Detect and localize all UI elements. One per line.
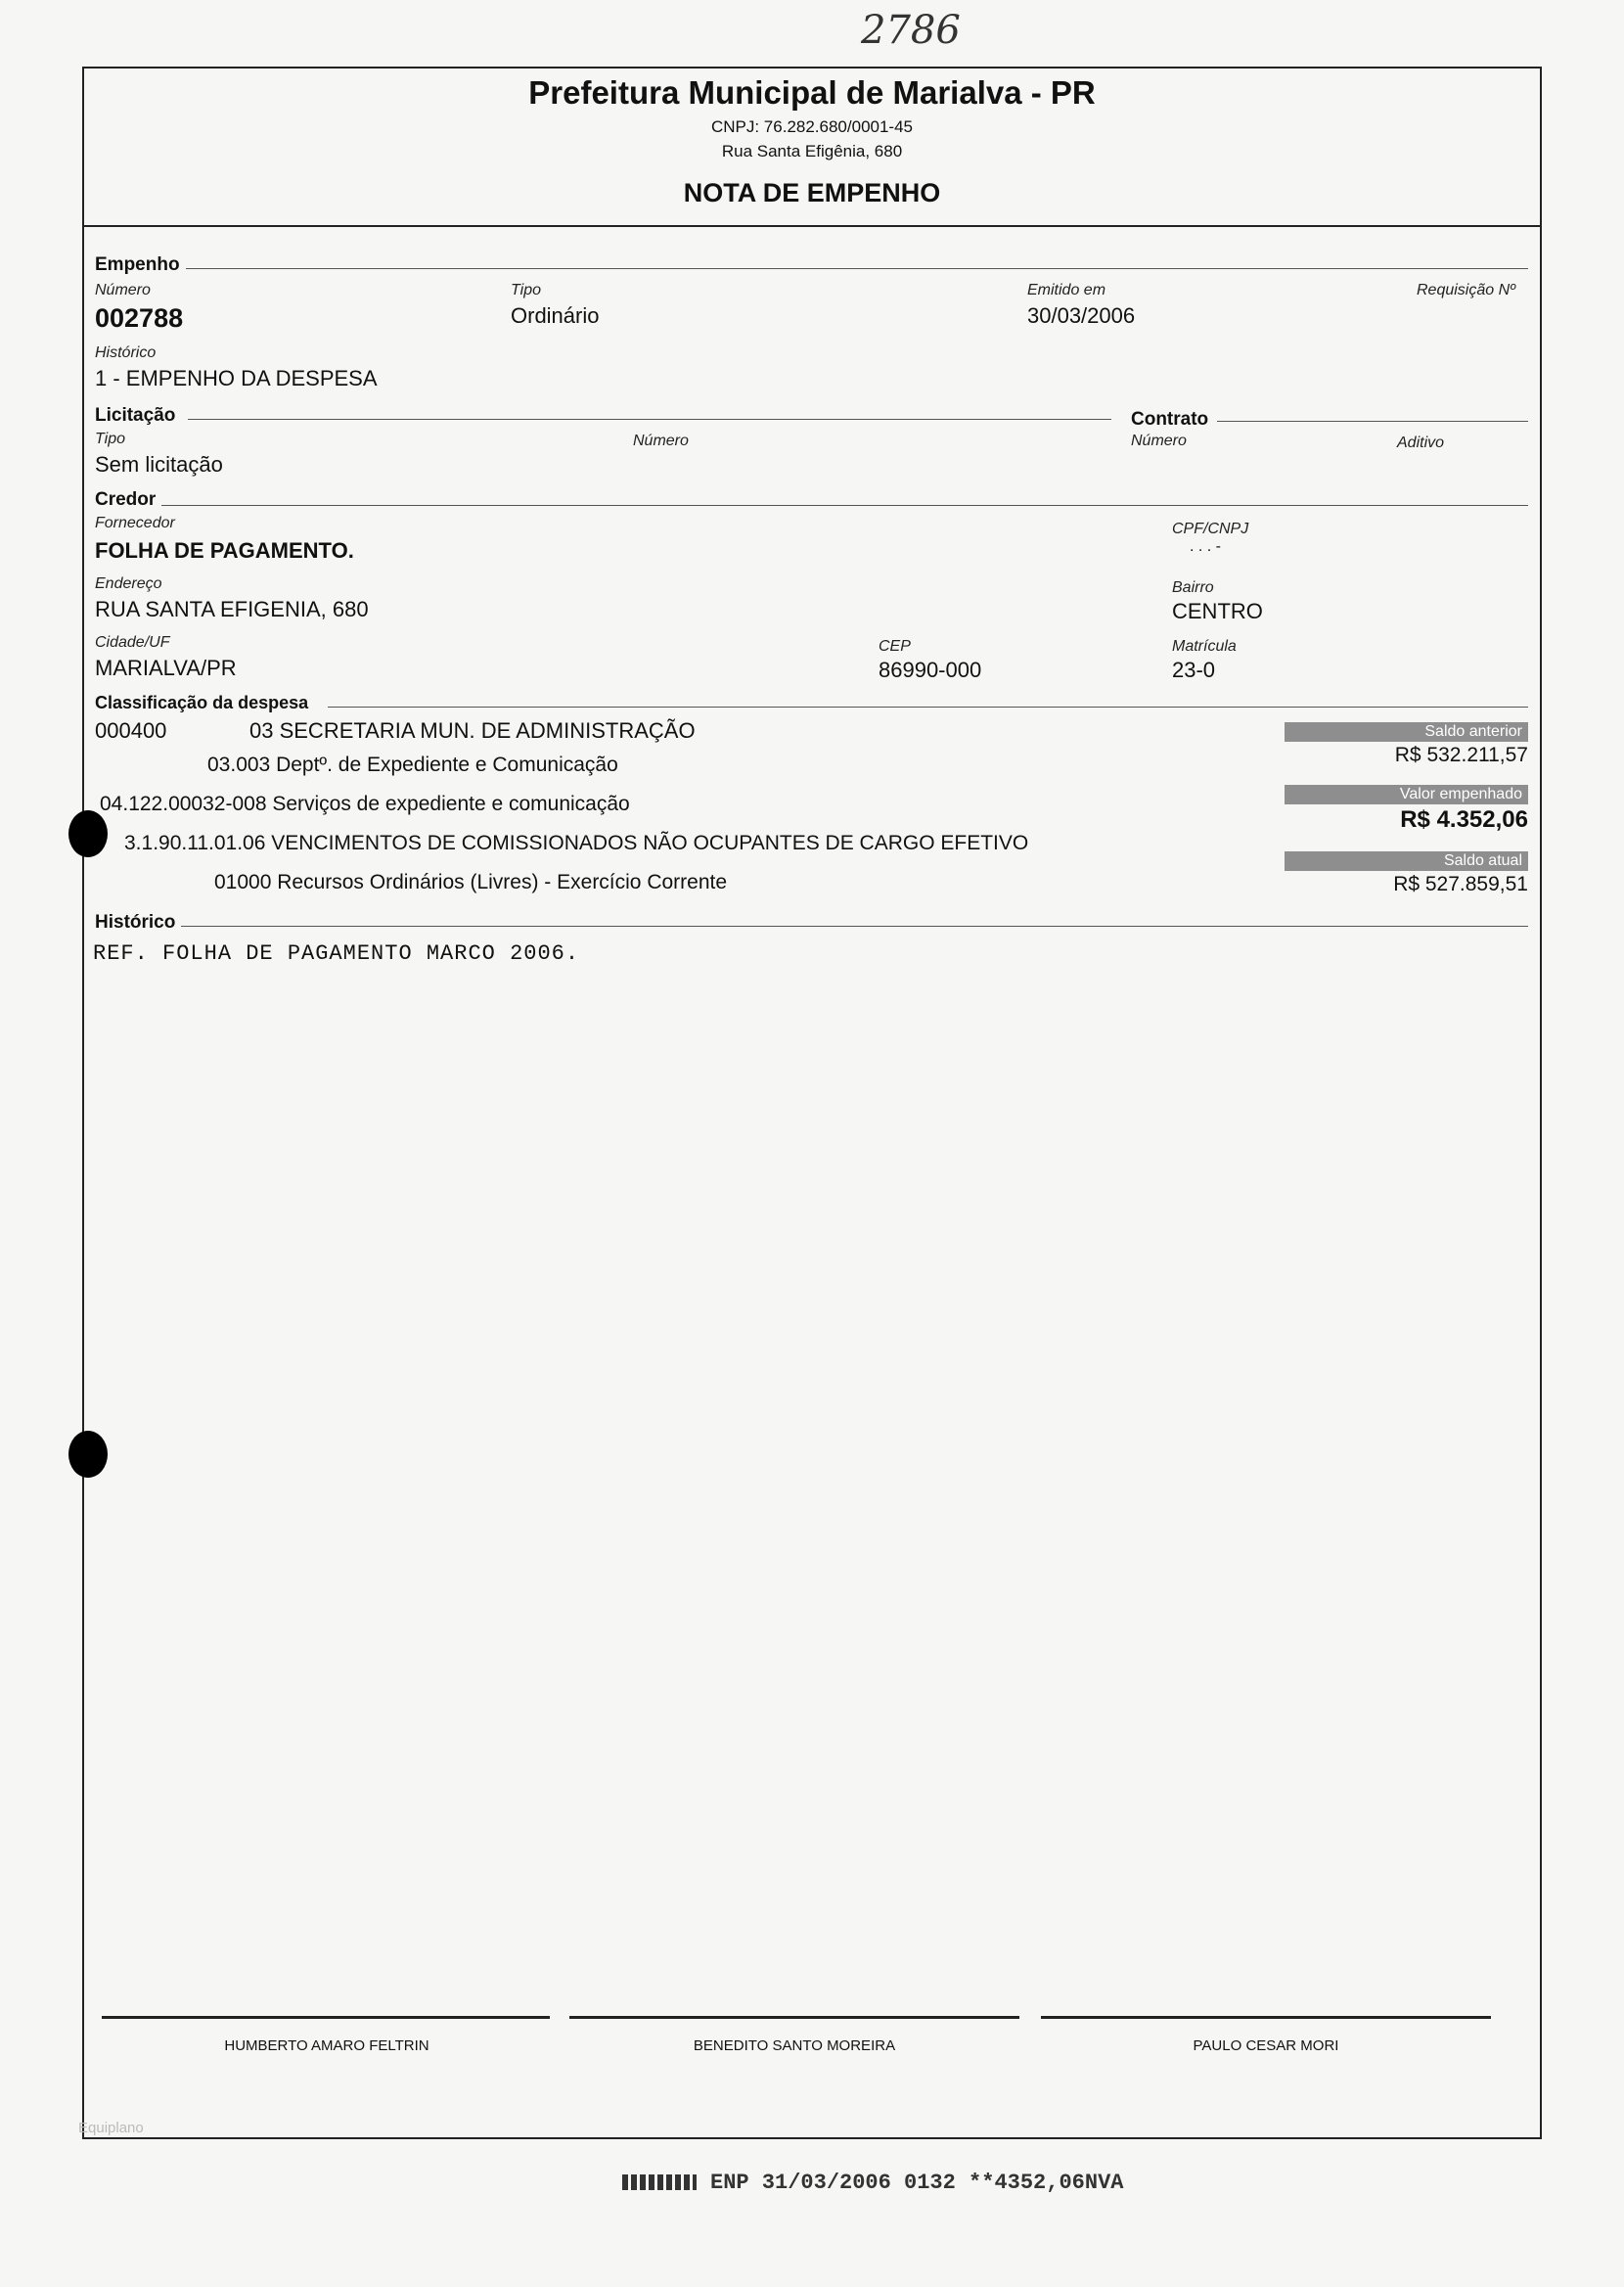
bairro-value: CENTRO <box>1172 599 1263 623</box>
cpf-label: CPF/CNPJ <box>1172 521 1249 537</box>
signature-name-1: HUMBERTO AMARO FELTRIN <box>224 2037 429 2054</box>
endereco-value: RUA SANTA EFIGENIA, 680 <box>95 597 369 621</box>
emitido-date: 30/03/2006 <box>1027 303 1136 328</box>
contrato-numero-label: Número <box>1131 433 1187 449</box>
empenho-historico-label: Histórico <box>95 344 157 361</box>
valor-empenhado-value: R$ 4.352,06 <box>1400 806 1528 833</box>
stamp-logo-icon <box>622 2174 697 2190</box>
saldo-atual-bar: Saldo atual <box>1285 851 1528 871</box>
payment-stamp: ENP 31/03/2006 0132 **4352,06NVA <box>710 2171 1124 2195</box>
cidade-value: MARIALVA/PR <box>95 656 237 680</box>
matricula-label: Matrícula <box>1172 638 1237 655</box>
historico-text: REF. FOLHA DE PAGAMENTO MARCO 2006. <box>93 941 580 966</box>
credor-rule <box>161 505 1528 506</box>
classificacao-recurso: 01000 Recursos Ordinários (Livres) - Exercício Corrente <box>214 871 728 893</box>
signature-name-3: PAULO CESAR MORI <box>1193 2037 1339 2054</box>
page-title: Prefeitura Municipal de Marialva - PR <box>528 74 1096 111</box>
licitacao-tipo: Sem licitação <box>95 452 223 477</box>
signature-line-1 <box>102 2016 550 2019</box>
cnpj-text: CNPJ: 76.282.680/0001-45 <box>710 117 914 136</box>
emitido-label: Emitido em <box>1027 282 1106 298</box>
classificacao-rule <box>328 707 1528 708</box>
saldo-anterior-value: R$ 532.211,57 <box>1394 744 1528 766</box>
classificacao-natureza: 3.1.90.11.01.06 VENCIMENTOS DE COMISSIONADOS NÃO OCUPANTES DE CARGO EFETIVO <box>124 832 1029 854</box>
cidade-label: Cidade/UF <box>95 634 170 651</box>
credor-section-label: Credor <box>95 489 157 510</box>
empenho-tipo-label: Tipo <box>511 282 541 298</box>
valor-empenhado-bar: Valor empenhado <box>1285 785 1528 804</box>
contrato-aditivo-label: Aditivo <box>1397 435 1445 451</box>
address-text: Rua Santa Efigênia, 680 <box>721 142 903 160</box>
signature-line-2 <box>569 2016 1019 2019</box>
classificacao-funcional: 04.122.00032-008 Serviços de expediente e comunicação <box>100 793 630 815</box>
handwritten-number: 2786 <box>861 8 961 53</box>
saldo-atual-value: R$ 527.859,51 <box>1393 873 1528 895</box>
licitacao-rule <box>188 419 1111 420</box>
bairro-label: Bairro <box>1172 579 1214 596</box>
empenho-rule <box>186 268 1528 269</box>
cpf-value: . . . - <box>1190 538 1221 555</box>
fornecedor-value: FOLHA DE PAGAMENTO. <box>95 538 354 563</box>
punch-hole-bottom <box>68 1431 108 1478</box>
classificacao-unidade: 03.003 Deptº. de Expediente e Comunicação <box>207 754 618 776</box>
empenho-section-label: Empenho <box>95 254 180 275</box>
contrato-section-label: Contrato <box>1131 409 1209 430</box>
fornecedor-label: Fornecedor <box>95 515 175 531</box>
empenho-numero: 002788 <box>95 303 184 333</box>
historico-rule <box>181 926 1528 927</box>
punch-hole-top <box>68 810 108 857</box>
signature-name-2: BENEDITO SANTO MOREIRA <box>693 2037 896 2054</box>
footer-brand: Equiplano <box>78 2120 144 2136</box>
empenho-historico: 1 - EMPENHO DA DESPESA <box>95 366 378 390</box>
document-title: NOTA DE EMPENHO <box>683 178 941 207</box>
licitacao-section-label: Licitação <box>95 405 176 426</box>
header-divider <box>82 225 1542 227</box>
endereco-label: Endereço <box>95 575 162 592</box>
signature-line-3 <box>1041 2016 1491 2019</box>
contrato-rule <box>1217 421 1528 422</box>
classificacao-orgao: 03 SECRETARIA MUN. DE ADMINISTRAÇÃO <box>249 718 696 743</box>
licitacao-numero-label: Número <box>633 433 689 449</box>
historico-section-label: Histórico <box>95 912 176 933</box>
classificacao-code: 000400 <box>95 718 167 743</box>
empenho-numero-label: Número <box>95 282 151 298</box>
cep-label: CEP <box>879 638 911 655</box>
saldo-anterior-bar: Saldo anterior <box>1285 722 1528 742</box>
empenho-tipo: Ordinário <box>511 303 600 328</box>
classificacao-section-label: Classificação da despesa <box>95 693 309 712</box>
requisicao-label: Requisição Nº <box>1417 282 1515 298</box>
matricula-value: 23-0 <box>1172 658 1216 682</box>
cep-value: 86990-000 <box>879 658 982 682</box>
licitacao-tipo-label: Tipo <box>95 431 125 447</box>
